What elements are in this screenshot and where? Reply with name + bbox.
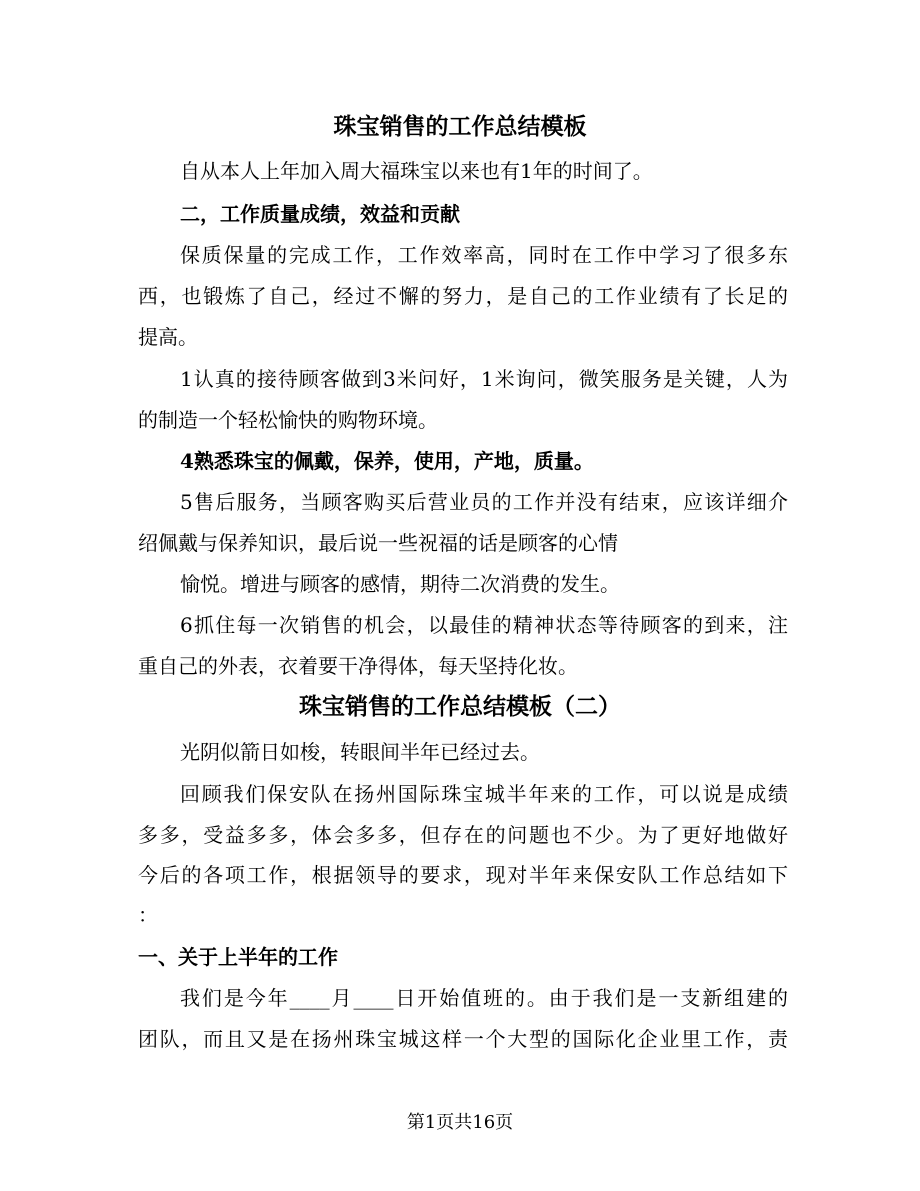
section1-intro: 自从本人上年加入周大福珠宝以来也有1年的时间了。 (180, 159, 653, 183)
section1-title: 珠宝销售的工作总结模板 (333, 113, 587, 140)
section1-para6-line2: 重自己的外表，衣着要干净得体，每天坚持化妆。 (138, 654, 578, 678)
section1-para5-line2: 绍佩戴与保养知识，最后说一些祝福的话是顾客的心情 (138, 531, 618, 555)
section1-para1-line1: 保质保量的完成工作，工作效率高，同时在工作中学习了很多东 (180, 243, 788, 267)
section1-para2-line2: 的制造一个轻松愉快的购物环境。 (138, 408, 438, 432)
section1-para2-line1: 1认真的接待顾客做到3米问好，1米询问，微笑服务是关键，人为 (180, 367, 788, 391)
section2-title: 珠宝销售的工作总结模板（二） (299, 693, 621, 720)
section2-heading-1: 一、关于上半年的工作 (138, 945, 338, 969)
section2-para1-line4: ： (138, 903, 158, 927)
section1-para1-line3: 提高。 (138, 325, 198, 349)
section1-para6-line1: 6抓住每一次销售的机会，以最佳的精神状态等待顾客的到来，注 (180, 613, 788, 637)
section1-para1-line2: 西，也锻炼了自己，经过不懈的努力，是自己的工作业绩有了长足的 (138, 284, 788, 308)
section1-point4: 4熟悉珠宝的佩戴，保养，使用，产地，质量。 (180, 449, 594, 473)
page-number-footer: 第1页共16页 (406, 1112, 514, 1133)
section2-para1-line3: 今后的各项工作，根据领导的要求，现对半年来保安队工作总结如下 (138, 863, 788, 887)
section1-para5-line1: 5售后服务，当顾客购买后营业员的工作并没有结束，应该详细介 (180, 490, 788, 514)
section1-para5-line3: 愉悦。增进与顾客的感情，期待二次消费的发生。 (180, 572, 620, 596)
section2-para1-line1: 回顾我们保安队在扬州国际珠宝城半年来的工作，可以说是成绩 (180, 782, 788, 806)
section1-heading-2: 二，工作质量成绩，效益和贡献 (180, 202, 460, 226)
section2-para2-line1: 我们是今年____月____日开始值班的。由于我们是一支新组建的 (180, 986, 788, 1010)
section2-intro: 光阴似箭日如梭，转眼间半年已经过去。 (180, 740, 540, 764)
section2-para2-line2: 团队，而且又是在扬州珠宝城这样一个大型的国际化企业里工作，责 (138, 1027, 788, 1051)
section2-para1-line2: 多多，受益多多，体会多多，但存在的问题也不少。为了更好地做好 (138, 823, 788, 847)
